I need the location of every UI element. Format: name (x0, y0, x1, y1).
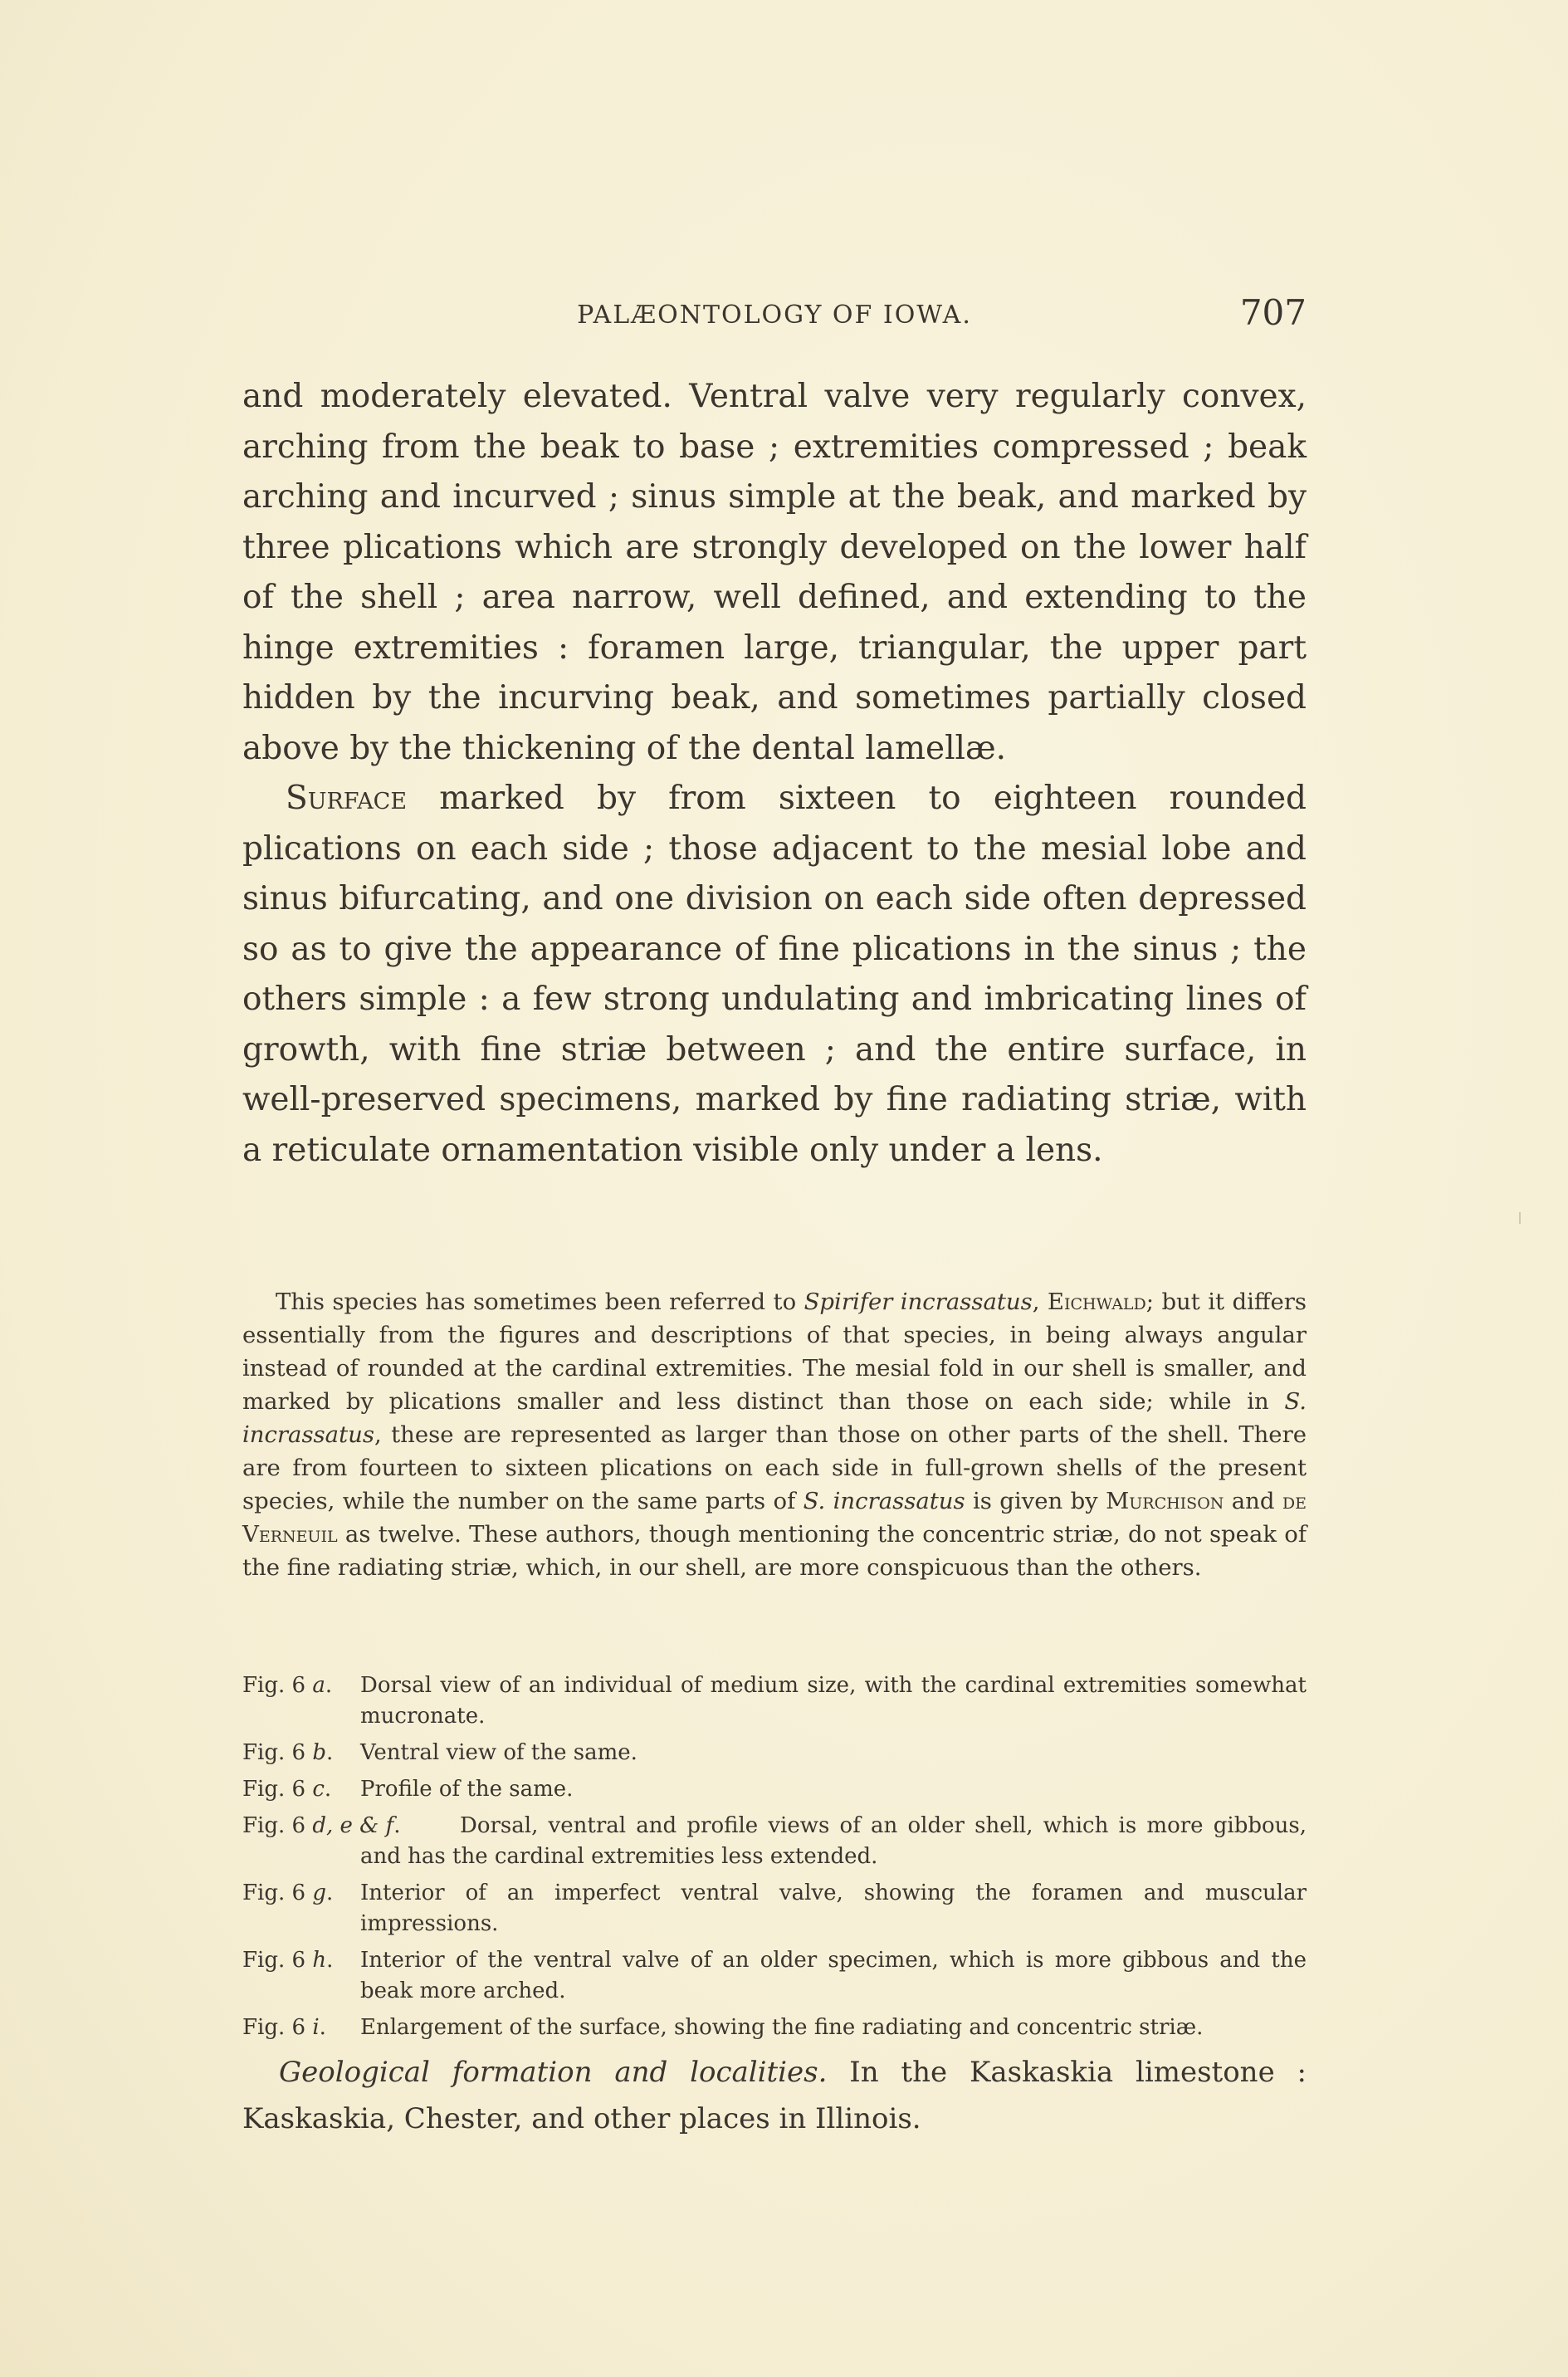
author-name: Eichwald (1047, 1289, 1146, 1315)
species-name: S. incrassatus (803, 1488, 965, 1514)
species-name: Spirifer incrassatus (804, 1289, 1033, 1315)
geology-heading: Geological formation and localities. (279, 2056, 828, 2089)
figure-caption (242, 1878, 1307, 1939)
figure-text: Ventral view of the same. (360, 1740, 637, 1765)
figure-caption (242, 1738, 1307, 1768)
figure-text: Profile of the same. (360, 1777, 574, 1802)
remarks-note (242, 1285, 1307, 1584)
page-number: 707 (1239, 292, 1307, 333)
running-head (242, 292, 1307, 342)
figure-label: Fig. 6 c. (242, 1777, 332, 1802)
figure-caption (242, 2013, 1307, 2043)
figure-caption (242, 1811, 1307, 1872)
species-name: S. incrassatus (242, 1388, 1307, 1448)
note-text: This species has sometimes been referred to (276, 1289, 804, 1315)
figure-label: Fig. 6 a. (242, 1673, 333, 1698)
figure-text: Enlargement of the surface, showing the fine radiating and concentric striæ. (360, 2015, 1204, 2040)
figure-label: Fig. 6 h. (242, 1948, 334, 1973)
note-text: is given by (965, 1488, 1106, 1514)
note-text: ; but it differs essentially from the figures and descriptions of that species, in being always angular instead of rounded at the cardinal extremities. The mesial fold in our shell is smaller, and marked by plications smaller and less distinct than those on each side; while in (242, 1289, 1307, 1415)
figure-text: Interior of an imperfect ventral valve, showing the foramen and muscular impressions. (360, 1881, 1307, 1936)
geology-paragraph (242, 2049, 1307, 2142)
surface-paragraph (242, 774, 1307, 1176)
figure-caption (242, 1774, 1307, 1805)
running-title: PALÆONTOLOGY OF IOWA. (577, 301, 972, 330)
figure-caption (242, 1945, 1307, 2007)
body-text (242, 372, 1307, 1176)
note-text: , these are represented as larger than those on other parts of the shell. There are from fourteen to sixteen plications on each side in full-grown shells of the present species, while the number on the same parts of (242, 1421, 1307, 1514)
figure-captions (242, 1670, 1307, 2049)
figure-label: Fig. 6 i. (242, 2015, 326, 2040)
author-name: de Verneuil (242, 1488, 1307, 1548)
figure-text: Dorsal, ventral and profile views of an older shell, which is more gibbous, and has the cardinal extremities less extended. (360, 1813, 1307, 1869)
figure-caption (242, 1670, 1307, 1732)
note-text: , (1032, 1289, 1048, 1315)
figure-label: Fig. 6 d, e & f. (242, 1813, 401, 1838)
note-text: and (1224, 1488, 1282, 1514)
paper-blemish (1519, 1212, 1521, 1224)
surface-lead: Surface (286, 780, 408, 817)
figure-text: Interior of the ventral valve of an older specimen, which is more gibbous and the beak more arched. (360, 1948, 1307, 2003)
figure-text: Dorsal view of an individual of medium size, with the cardinal extremities somewhat mucronate. (360, 1673, 1307, 1729)
remarks-paragraph (242, 1285, 1307, 1584)
surface-text: marked by from sixteen to eighteen rounded plications on each side ; those adjacent to the mesial lobe and sinus bifurcating, and one division on each side often depressed so as to give the appearance of fine plications in the sinus ; the others simple : a few strong undulating and imbricating lines of growth, with fine striæ between ; and the entire surface, in well-preserved specimens, marked by fine radiating striæ, with a reticulate ornamentation visible only under a lens. (242, 780, 1307, 1169)
geology-text: In the Kaskaskia limestone : Kaskaskia, Chester, and other places in Illinois. (242, 2056, 1307, 2135)
figure-label: Fig. 6 b. (242, 1740, 334, 1765)
author-name: Murchison (1106, 1488, 1224, 1514)
description-paragraph: and moderately elevated. Ventral valve very regularly convex, arching from the beak to base ; extremities compressed ; beak arching and incurved ; sinus simple at the beak, and marked by three plications which are strongly developed on the lower half of the shell ; area narrow, well defined, and extending to the hinge extremities : foramen large, triangular, the upper part hidden by the incurving beak, and sometimes partially closed above by the thickening of the dental lamellæ. (242, 378, 1307, 767)
geology-section (242, 2049, 1307, 2142)
note-text: as twelve. These authors, though mentioning the concentric striæ, do not speak of the fine radiating striæ, which, in our shell, are more conspicuous than the others. (242, 1521, 1307, 1581)
figure-label: Fig. 6 g. (242, 1881, 334, 1905)
